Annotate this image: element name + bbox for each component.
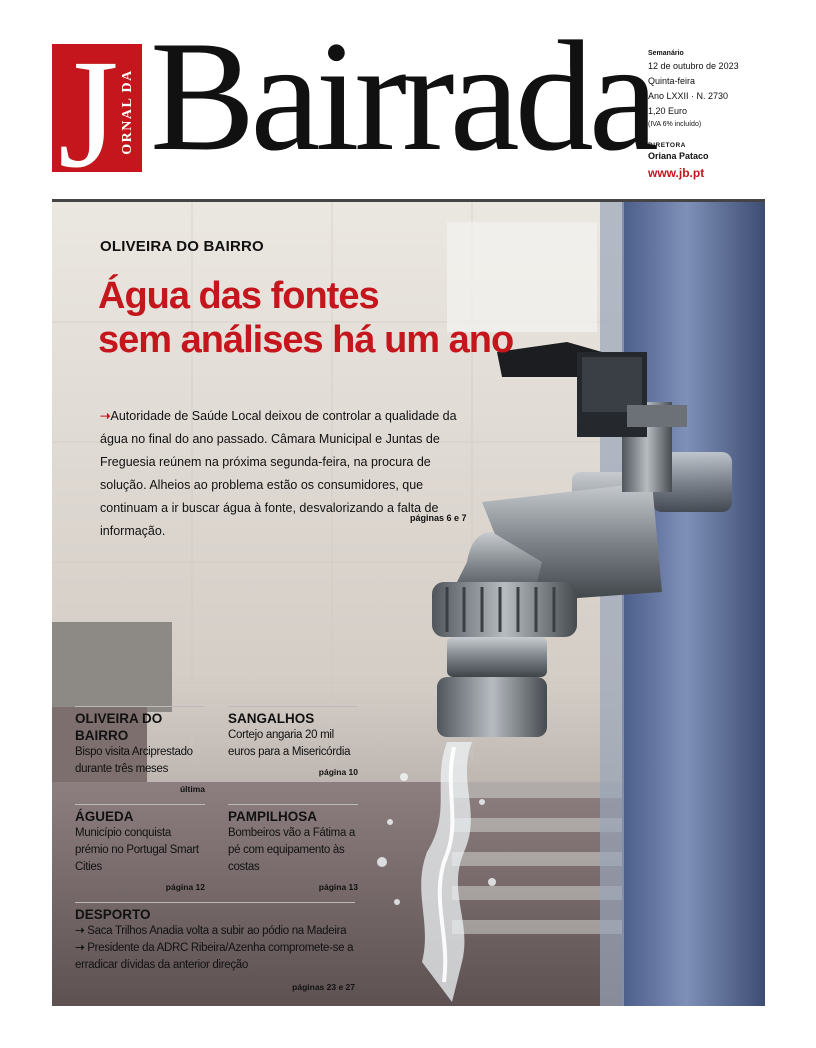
arrow-right-icon: ➝ bbox=[100, 409, 111, 423]
arrow-right-icon: ➝ bbox=[75, 942, 85, 954]
weekday: Quinta-feira bbox=[648, 76, 696, 86]
teaser-agueda[interactable] bbox=[75, 804, 205, 892]
teaser-section: DESPORTO bbox=[75, 907, 151, 922]
issue-date: 12 de outubro de 2023 bbox=[648, 61, 739, 71]
desporto-pages: páginas 23 e 27 bbox=[292, 982, 355, 992]
desporto-item: ➝ Saca Trilhos Anadia volta a subir ao pódio na Madeira bbox=[75, 925, 347, 937]
director-label: DIRETORA bbox=[648, 142, 686, 149]
director-name: Oriana Pataco bbox=[648, 151, 709, 161]
newspaper-title: Bairrada bbox=[150, 9, 654, 184]
teaser-text: Bispo visita Arciprestado durante três meses bbox=[75, 746, 193, 775]
teaser-text: Cortejo angaria 20 mil euros para a Misericórdia bbox=[228, 729, 351, 758]
price: 1,20 Euro bbox=[648, 106, 688, 116]
teaser-pampilhosa[interactable] bbox=[228, 804, 358, 892]
desporto-item: ➝ Presidente da ADRC Ribeira/Azenha compromete-se a erradicar dívidas da anterior direção bbox=[75, 942, 354, 971]
teaser-section: SANGALHOS bbox=[228, 711, 315, 726]
issue-number: Ano LXXII · N. 2730 bbox=[648, 91, 729, 101]
headline-line-1: Água das fontes bbox=[98, 275, 379, 317]
teaser-section: OLIVEIRA DO BAIRRO bbox=[75, 711, 163, 743]
arrow-right-icon: ➝ bbox=[75, 925, 85, 937]
teaser-desporto[interactable] bbox=[75, 902, 355, 992]
frequency: Semanário bbox=[648, 50, 684, 57]
teaser-page: última bbox=[179, 784, 205, 794]
issue-info bbox=[648, 48, 808, 181]
teaser-sangalhos[interactable] bbox=[228, 706, 358, 777]
teaser-divider bbox=[75, 706, 205, 707]
teaser-divider bbox=[228, 804, 358, 805]
website-link[interactable]: www.jb.pt bbox=[648, 166, 705, 180]
teaser-divider bbox=[75, 804, 205, 805]
logo-letter: J bbox=[58, 44, 119, 172]
teaser-oliveira-do-bairro[interactable] bbox=[75, 706, 205, 794]
teaser-section: ÁGUEDA bbox=[75, 809, 134, 824]
teaser-divider bbox=[228, 706, 358, 707]
lead-pages[interactable]: páginas 6 e 7 bbox=[410, 513, 467, 523]
teaser-section: PAMPILHOSA bbox=[228, 809, 318, 824]
logo-mark bbox=[52, 44, 142, 172]
teaser-divider bbox=[75, 902, 355, 903]
teaser-page: página 13 bbox=[318, 882, 358, 892]
lead-body: Autoridade de Saúde Local deixou de controlar a qualidade da água no final do ano passado. Câmara Municipal e Juntas de Freguesia reúnem na próxima segunda-feira, na procura de solução. Alheios ao problema estão os consumidores, que continuam a ir buscar água à fonte, desvalorizando a falta de informação. bbox=[100, 409, 457, 538]
vat-note: (IVA 6% incluído) bbox=[648, 121, 702, 128]
teaser-text: Município conquista prémio no Portugal Smart Cities bbox=[75, 827, 199, 873]
lead-kicker: OLIVEIRA DO BAIRRO bbox=[100, 238, 264, 255]
teaser-page: página 10 bbox=[318, 767, 358, 777]
logo-subtitle: ORNAL DA bbox=[120, 69, 135, 155]
lead-headline[interactable] bbox=[98, 274, 538, 362]
headline-line-2: sem análises há um ano bbox=[98, 319, 514, 361]
teaser-text: Bombeiros vão a Fátima a pé com equipamento às costas bbox=[228, 827, 356, 873]
teaser-page: página 12 bbox=[165, 882, 205, 892]
